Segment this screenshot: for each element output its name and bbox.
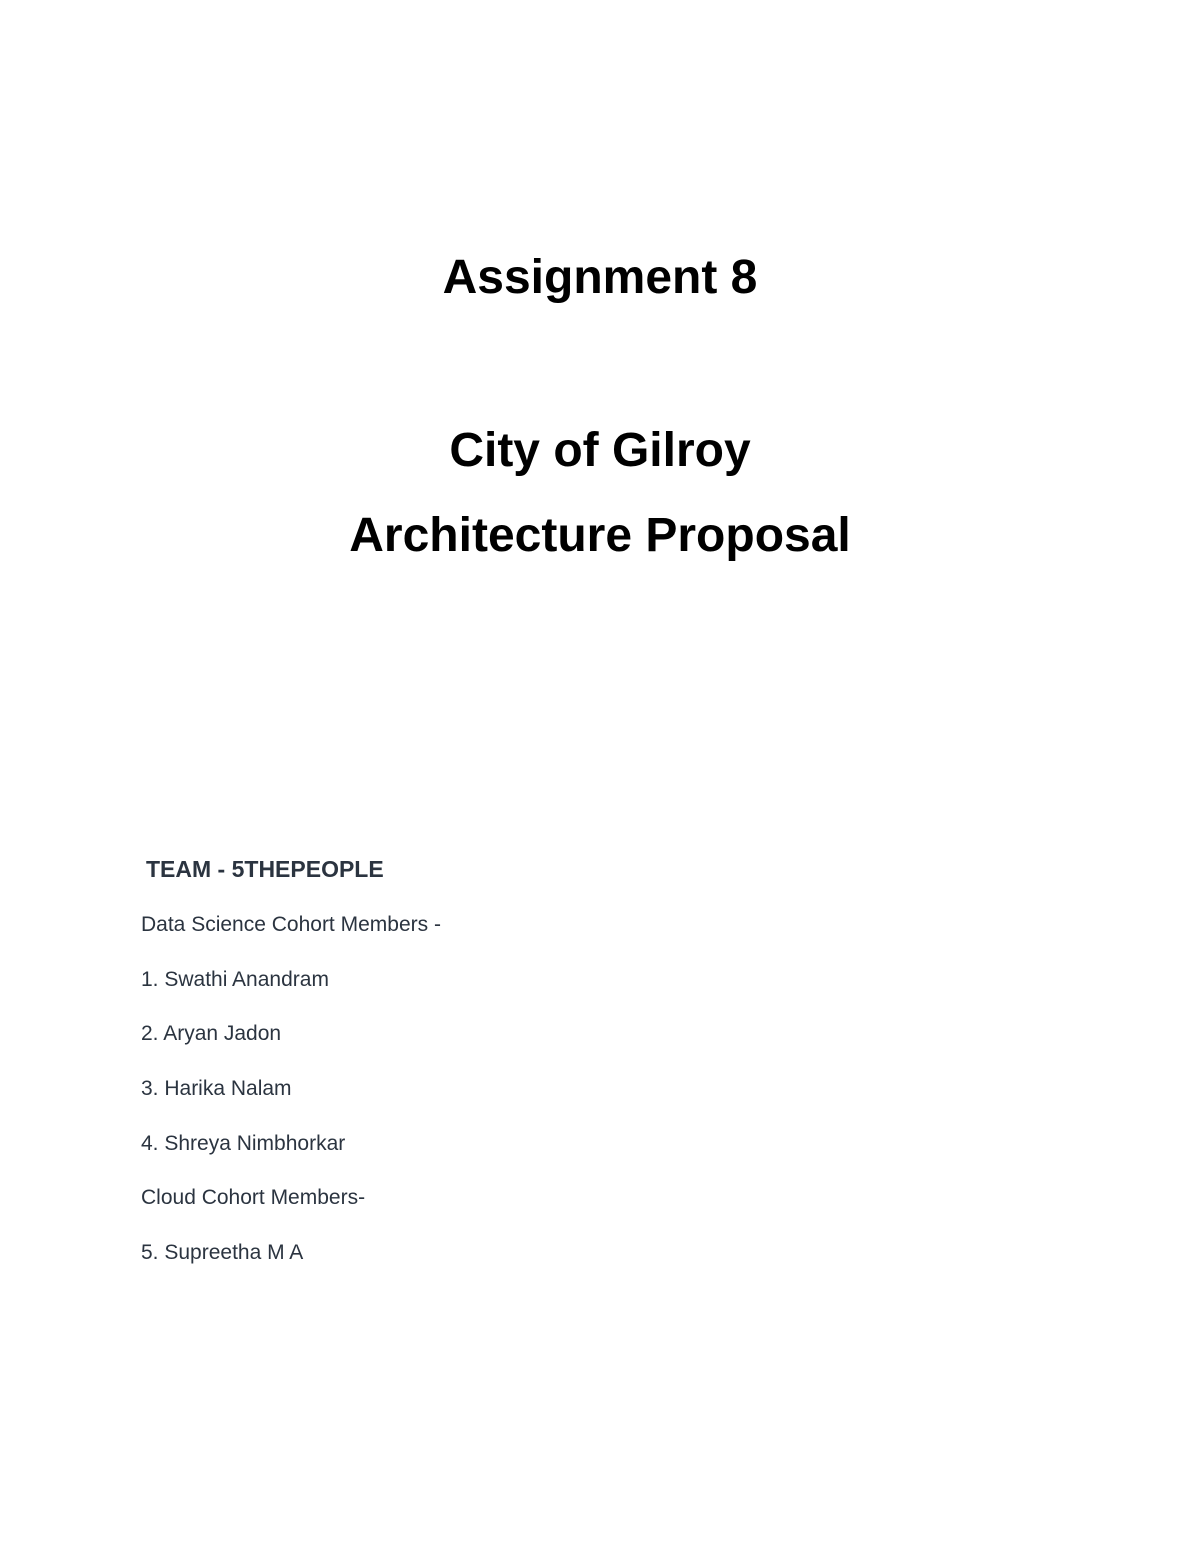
member-list-item: 5. Supreetha M A <box>141 1241 304 1264</box>
project-title-line1: City of Gilroy <box>449 424 751 477</box>
member-list-item: 2. Aryan Jadon <box>141 1022 282 1045</box>
cloud-cohort-label: Cloud Cohort Members- <box>141 1186 366 1209</box>
project-title-line2: Architecture Proposal <box>349 509 851 562</box>
member-list-item: 3. Harika Nalam <box>141 1077 292 1100</box>
member-list-item: 1. Swathi Anandram <box>141 968 329 991</box>
team-heading: TEAM - 5THEPEOPLE <box>146 856 384 882</box>
assignment-title: Assignment 8 <box>442 251 758 304</box>
member-list-item: 4. Shreya Nimbhorkar <box>141 1132 346 1155</box>
data-science-cohort-label: Data Science Cohort Members - <box>141 913 441 936</box>
